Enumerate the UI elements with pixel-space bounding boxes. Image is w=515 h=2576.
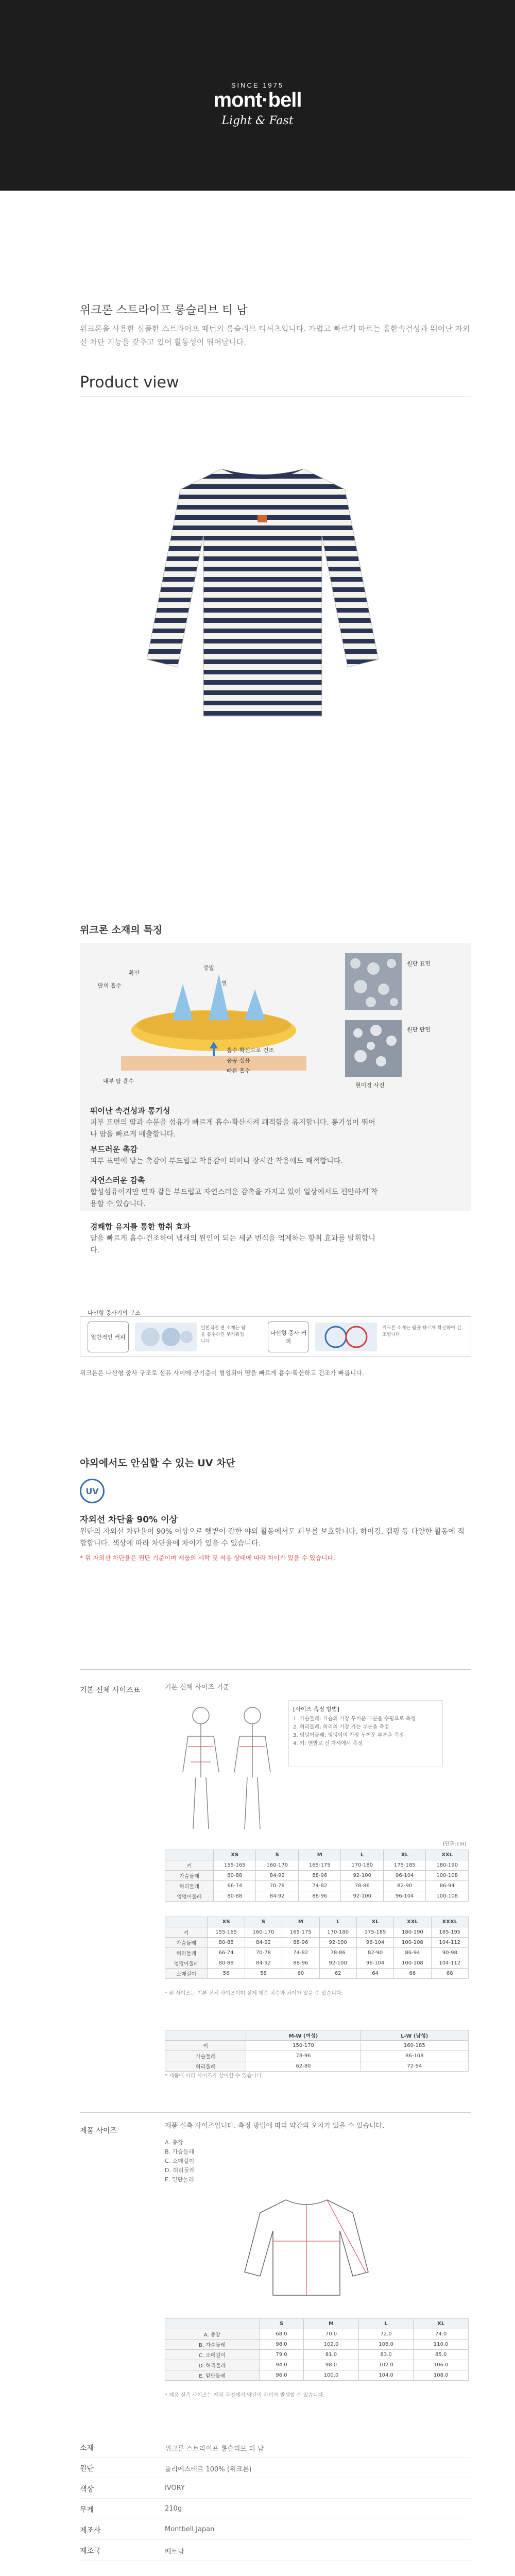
table-cell: 79.0 (259, 2350, 303, 2360)
table-cell: 66-74 (208, 1948, 245, 1958)
table-cell: 84-92 (245, 1938, 282, 1948)
table-cell: 165-175 (282, 1927, 319, 1938)
table-cell: 100-108 (426, 1871, 469, 1881)
table-row (165, 2340, 469, 2350)
brand-header (0, 0, 515, 191)
table-cell: 96-104 (356, 1958, 393, 1969)
compare-box-1: 일반적인 커피 (88, 1321, 129, 1352)
since-text: SINCE 1975 (231, 81, 284, 89)
sizing-unit: (단위:cm) (443, 1841, 467, 1847)
table-cell: 108.0 (414, 2370, 469, 2381)
table-row (165, 2061, 469, 2072)
table-cell: 엉덩이둘레 (165, 1891, 214, 1902)
table-header-cell (165, 1850, 214, 1860)
table-cell: 88-96 (282, 1938, 319, 1948)
table-cell: 175-185 (356, 1927, 393, 1938)
table-header-cell: XS (208, 1917, 245, 1927)
table-cell: 92-100 (341, 1891, 384, 1902)
spec-row (80, 2540, 471, 2561)
table-cell: 78-86 (341, 1881, 384, 1891)
brand-tagline: Light & Fast (221, 114, 294, 127)
product-size-note: * 제품 실측 사이즈는 제작 과정에서 약간의 차이가 발생할 수 있습니다. (165, 2393, 325, 2398)
table-header-cell: L-W (남성) (360, 2030, 468, 2041)
fabric-diagram (90, 953, 337, 1092)
spec-label: 소재 (80, 2444, 94, 2452)
table-cell: 가슴둘레 (165, 1871, 214, 1881)
table-cell: 80-88 (213, 1871, 256, 1881)
uv-section-title: 야외에서도 안심할 수 있는 UV 차단 (80, 1458, 235, 1469)
table-cell: 72-94 (360, 2061, 468, 2072)
table-cell: C. 소매길이 (165, 2350, 260, 2360)
table-cell: 82-90 (383, 1881, 426, 1891)
table-cell: 92-100 (341, 1871, 384, 1881)
table-header-cell: L (341, 1850, 384, 1860)
compare-box-2: 나선형 중사 커피 (268, 1321, 309, 1352)
table-cell: 100.0 (304, 2370, 359, 2381)
table-cell: 78-86 (319, 1948, 356, 1958)
uv-text: 원단의 자외선 차단율이 90% 이상으로 햇볕이 강한 야외 활동에서도 피부를 보호합니다. 하이킹, 캠핑 등 다양한 활동에 적합합니다. 색상에 따라 차단율에 차이가 있을 수 있습니다. (80, 1528, 465, 1548)
table-row (165, 2041, 469, 2051)
table-row (165, 2329, 469, 2340)
table-header-cell: XS (213, 1850, 256, 1860)
table-cell: 100-108 (426, 1891, 469, 1902)
table-cell: 88-96 (282, 1958, 319, 1969)
product-title: 위크론 스트라이프 롱슬리브 티 남 (80, 304, 248, 317)
spec-list (80, 2437, 471, 2561)
table-cell: 68 (431, 1969, 468, 1979)
table-cell: 가슴둘레 (165, 2051, 246, 2061)
table-row (165, 1860, 469, 1871)
table-header-cell: M (282, 1917, 319, 1927)
label-spread: 확산 (129, 970, 140, 976)
table-header-cell: L (358, 2319, 414, 2329)
table-cell: 키 (165, 1927, 208, 1938)
table-cell: 180-190 (394, 1927, 431, 1938)
table-cell: 104.0 (358, 2370, 414, 2381)
table-header-cell: XL (356, 1917, 393, 1927)
table-cell: 86-108 (360, 2051, 468, 2061)
compare-fiber-image-2 (315, 1323, 377, 1351)
sizing-note: 3. 엉덩이둘레: 엉덩이의 가장 두꺼운 부분을 측정 (293, 1733, 404, 1738)
table-cell: 키 (165, 1860, 214, 1871)
table-cell: 86-94 (426, 1881, 469, 1891)
table-header-cell (165, 2030, 246, 2041)
table-cell: 160-185 (360, 2041, 468, 2051)
table-cell: 155-165 (213, 1860, 256, 1871)
table-cell: 96.0 (259, 2370, 303, 2381)
micro-caption-1: 원단 표면 (407, 960, 431, 967)
table-cell: 94.0 (259, 2360, 303, 2370)
table-row (165, 2360, 469, 2370)
table-cell: E. 밑단둘레 (165, 2370, 260, 2381)
measure-item: B. 가슴둘레 (165, 2148, 195, 2155)
label-inner: 내부 땀 흡수 (103, 1078, 134, 1084)
sizing-notes-head: [사이즈 측정 방법] (293, 1706, 339, 1713)
table-header-cell: M (298, 1850, 341, 1860)
table-cell: 104-112 (431, 1938, 468, 1948)
table-row (165, 1969, 469, 1979)
table-header-cell: S (256, 1850, 299, 1860)
table-cell: 74-82 (282, 1948, 319, 1958)
compare-note: 위크론은 나선형 중사 구조로 섬유 사이에 공기층이 형성되어 땀을 빠르게 흡수·확산하고 건조가 빠릅니다. (80, 1369, 364, 1377)
table-cell: 88-96 (298, 1871, 341, 1881)
sizing-note: 4. 키: 맨발로 선 자세에서 측정 (293, 1741, 363, 1747)
spec-label: 원단 (80, 2465, 94, 2473)
garment-diagram (242, 2195, 371, 2298)
table-row (165, 2370, 469, 2381)
table-cell: 가슴둘레 (165, 1938, 208, 1948)
uv-note: * 위 자외선 차단율은 원단 기준이며 제품의 세탁 및 착용 상태에 따라 차이가 있을 수 있습니다. (80, 1554, 335, 1562)
table-cell: 58 (245, 1969, 282, 1979)
table-header-cell: S (259, 2319, 303, 2329)
table-header-cell: M-W (여성) (246, 2030, 360, 2041)
table-header-cell: XXL (394, 1917, 431, 1927)
table-cell: 165-175 (298, 1860, 341, 1871)
table-header-cell: L (319, 1917, 356, 1927)
label-cross: 흡수·확산으로 건조 (227, 1047, 274, 1054)
uv-badge-icon: UV (80, 1479, 105, 1503)
compare-title: 나선형 중사기의 구조 (88, 1310, 141, 1316)
table-cell: 74.0 (414, 2329, 469, 2340)
table-cell: 84-92 (256, 1891, 299, 1902)
microscope-image-2 (345, 1020, 402, 1077)
micro-caption-3: 현미경 사진 (355, 1082, 385, 1089)
table-row (165, 1958, 469, 1969)
table-cell: 62 (319, 1969, 356, 1979)
feature-2-text: 피부 표면에 닿는 촉감이 부드럽고 착용감이 뛰어나 장시간 착용에도 쾌적합니다. (90, 1157, 343, 1165)
spec-value: Montbell Japan (165, 2526, 215, 2533)
table-header-cell: XL (383, 1850, 426, 1860)
product-image (144, 453, 381, 721)
table-cell: 70-78 (245, 1948, 282, 1958)
sizing-note: 2. 허리둘레: 허리의 가장 가는 부분을 측정 (293, 1724, 389, 1730)
table-cell: 64 (356, 1969, 393, 1979)
table-header-cell: XXL (426, 1850, 469, 1860)
label-hollow: 중공 섬유 (227, 1057, 251, 1064)
table-row (165, 2051, 469, 2061)
microscope-image-1 (345, 953, 402, 1010)
compare-desc-1: 일반적인 면 소재는 땀을 흡수하면 무거워집니다 (201, 1326, 246, 1344)
table-cell: 허리둘레 (165, 2061, 246, 2072)
measure-item: E. 밑단둘레 (165, 2176, 194, 2183)
table-cell: 84-92 (245, 1958, 282, 1969)
table-cell: 81.0 (304, 2350, 359, 2360)
uv-bold-line: 자외선 차단율 90% 이상 (80, 1515, 178, 1525)
table-cell: 110.0 (414, 2340, 469, 2350)
label-heat: 열 (221, 980, 227, 987)
spec-value: 폴리에스테르 100% (위크론) (165, 2466, 252, 2473)
table-header-cell: S (245, 1917, 282, 1927)
table-cell: 96-104 (383, 1891, 426, 1902)
sizing-note: 1. 가슴둘레: 가슴의 가장 두꺼운 부분을 수평으로 측정 (293, 1716, 416, 1722)
table-header-cell (165, 1917, 208, 1927)
table-cell: 100-108 (394, 1938, 431, 1948)
table-cell: 100-108 (394, 1958, 431, 1969)
size-table-1 (165, 1850, 469, 1902)
table-cell: 160-170 (256, 1860, 299, 1871)
table-cell: 키 (165, 2041, 246, 2051)
table-cell: 80-88 (213, 1891, 256, 1902)
table-cell: 90-98 (431, 1948, 468, 1958)
fabric-section-title: 위크론 소재의 특징 (80, 924, 163, 936)
table-cell: 78-96 (246, 2051, 360, 2061)
table-cell: 허리둘레 (165, 1948, 208, 1958)
feature-3-text: 합성섬유이지만 면과 같은 부드럽고 자연스러운 감촉을 가지고 있어 일상에서도 편안하게 착용할 수 있습니다. (90, 1188, 378, 1208)
table-cell: B. 가슴둘레 (165, 2340, 260, 2350)
table-cell: 150-170 (246, 2041, 360, 2051)
measure-item: C. 소매길이 (165, 2158, 195, 2164)
product-size-label: 제품 사이즈 (80, 2127, 117, 2135)
brand-logo: mont·bell (213, 89, 302, 111)
spec-value: 210g (165, 2505, 182, 2513)
body-measure-figure (175, 1700, 283, 1834)
measure-list (165, 2138, 294, 2184)
sizing-fit: 기본 신체 사이즈 기준 (165, 1684, 230, 1691)
table-cell: 70.0 (304, 2329, 359, 2340)
table-cell: 106.0 (414, 2360, 469, 2370)
table-cell: 엉덩이둘레 (165, 1958, 208, 1969)
spec-row (80, 2478, 471, 2499)
label-sweat: 땀의 흡수 (98, 982, 122, 989)
table-cell: 72.0 (358, 2329, 414, 2340)
table-cell: 60 (282, 1969, 319, 1979)
spec-row (80, 2519, 471, 2540)
product-description: 위크론을 사용한 심플한 스트라이프 패턴의 롱슬리브 티셔츠입니다. 가볍고 빠르게 마르는 흡한속건성과 뛰어난 자외선 차단 기능을 갖추고 있어 활동성이 뛰어납니다. (80, 324, 470, 347)
table-cell: 70-78 (256, 1881, 299, 1891)
table-row (165, 1891, 469, 1902)
spec-label: 제조사 (80, 2527, 101, 2535)
sizing-notes-box (288, 1700, 443, 1767)
spec-row (80, 2499, 471, 2519)
product-size-table (165, 2318, 469, 2381)
table-row (165, 1881, 469, 1891)
table-header-cell: XL (414, 2319, 469, 2329)
feature-1-text: 피부 표면의 땀과 수분을 섬유가 빠르게 흡수·확산시켜 쾌적함을 유지합니다. 통기성이 뛰어나 땀을 빠르게 배출합니다. (90, 1118, 375, 1139)
table-cell: 68.0 (259, 2329, 303, 2340)
spec-row (80, 2458, 471, 2478)
label-moist: 빠른 흡수 (227, 1067, 251, 1074)
feature-2-title: 부드러운 촉감 (90, 1145, 138, 1154)
label-evap: 증발 (203, 964, 215, 971)
spec-label: 제조국 (80, 2547, 101, 2555)
compare-desc-2: 위크론 소재는 땀을 빠르게 확산하여 건조합니다 (382, 1326, 461, 1337)
table-cell: D. 허리둘레 (165, 2360, 260, 2370)
sizing-bottom-note: * 위 사이즈는 기본 신체 사이즈이며 실제 제품 치수와 차이가 있을 수 있습니다. (165, 1991, 343, 1996)
feature-1-title: 뛰어난 속건성과 통기성 (90, 1106, 170, 1115)
table-row (165, 2350, 469, 2360)
table-cell: 104-112 (431, 1958, 468, 1969)
table-cell: 96-104 (383, 1871, 426, 1881)
table-cell: 82-90 (356, 1948, 393, 1958)
table-cell: 102.0 (304, 2340, 359, 2350)
table-cell: 175-185 (383, 1860, 426, 1871)
spec-value: 위크론 스트라이프 롱슬리브 티 남 (165, 2445, 264, 2453)
spec-value: IVORY (165, 2484, 185, 2492)
table-header-cell: XXXL (431, 1917, 468, 1927)
size-table-2 (165, 1917, 469, 1979)
divider (80, 2112, 471, 2113)
feature-4-title: 경쾌함 유지를 통한 항취 효과 (90, 1222, 191, 1231)
spec-label: 색상 (80, 2485, 94, 2494)
measure-item: D. 허리둘레 (165, 2167, 195, 2174)
table-cell: 170-180 (341, 1860, 384, 1871)
table-row (165, 1871, 469, 1881)
table-cell: 62-80 (246, 2061, 360, 2072)
table-cell: 83.0 (358, 2350, 414, 2360)
feature-4-text: 땀을 빠르게 흡수·건조하여 냄새의 원인이 되는 세균 번식을 억제하는 항취 효과를 발휘합니다. (90, 1234, 375, 1255)
compare-fiber-image-1 (135, 1323, 197, 1351)
table-cell: 180-190 (426, 1860, 469, 1871)
divider (80, 1669, 471, 1670)
table-header-cell: M (304, 2319, 359, 2329)
table-row (165, 1938, 469, 1948)
table-cell: 80-88 (208, 1958, 245, 1969)
table-cell: 소매길이 (165, 1969, 208, 1979)
table-cell: 92-100 (319, 1958, 356, 1969)
table-cell: 66 (394, 1969, 431, 1979)
feature-3-title: 자연스러운 감촉 (90, 1176, 145, 1185)
measure-item: A. 총장 (165, 2139, 183, 2146)
table-cell: 85.0 (414, 2350, 469, 2360)
table-cell: 허리둘레 (165, 1881, 214, 1891)
size-table-3 (165, 2030, 469, 2072)
table-cell: 170-180 (319, 1927, 356, 1938)
table-cell: 84-92 (256, 1871, 299, 1881)
micro-caption-2: 원단 단면 (407, 1026, 431, 1033)
table-cell: 80-88 (208, 1938, 245, 1948)
table-cell: 96-104 (356, 1938, 393, 1948)
product-size-intro: 제품 실측 사이즈입니다. 측정 방법에 따라 약간의 오차가 있을 수 있습니다. (165, 2122, 385, 2130)
table-cell: 86-94 (394, 1948, 431, 1958)
spec-row (80, 2437, 471, 2458)
table-cell: 66-74 (213, 1881, 256, 1891)
table-cell: 185-195 (431, 1927, 468, 1938)
spec-value: 베트남 (165, 2548, 184, 2556)
table-cell: 88-96 (298, 1891, 341, 1902)
sizing-label: 기본 신체 사이즈표 (80, 1686, 141, 1694)
table-cell: A. 총장 (165, 2329, 260, 2340)
table-cell: 98.0 (259, 2340, 303, 2350)
spec-label: 무게 (80, 2506, 94, 2514)
table-cell: 56 (208, 1969, 245, 1979)
table-cell: 92-100 (319, 1938, 356, 1948)
table-cell: 106.0 (358, 2340, 414, 2350)
table-cell: 74-82 (298, 1881, 341, 1891)
table-cell: 98.0 (304, 2360, 359, 2370)
table3-note: * 제품에 따라 사이즈가 상이할 수 있습니다. (165, 2073, 264, 2079)
table-cell: 160-170 (245, 1927, 282, 1938)
product-view-title: Product view (80, 374, 179, 392)
table-cell: 102.0 (358, 2360, 414, 2370)
table-row (165, 1948, 469, 1958)
table-row (165, 1927, 469, 1938)
table-cell: 155-165 (208, 1927, 245, 1938)
table-header-cell (165, 2319, 260, 2329)
